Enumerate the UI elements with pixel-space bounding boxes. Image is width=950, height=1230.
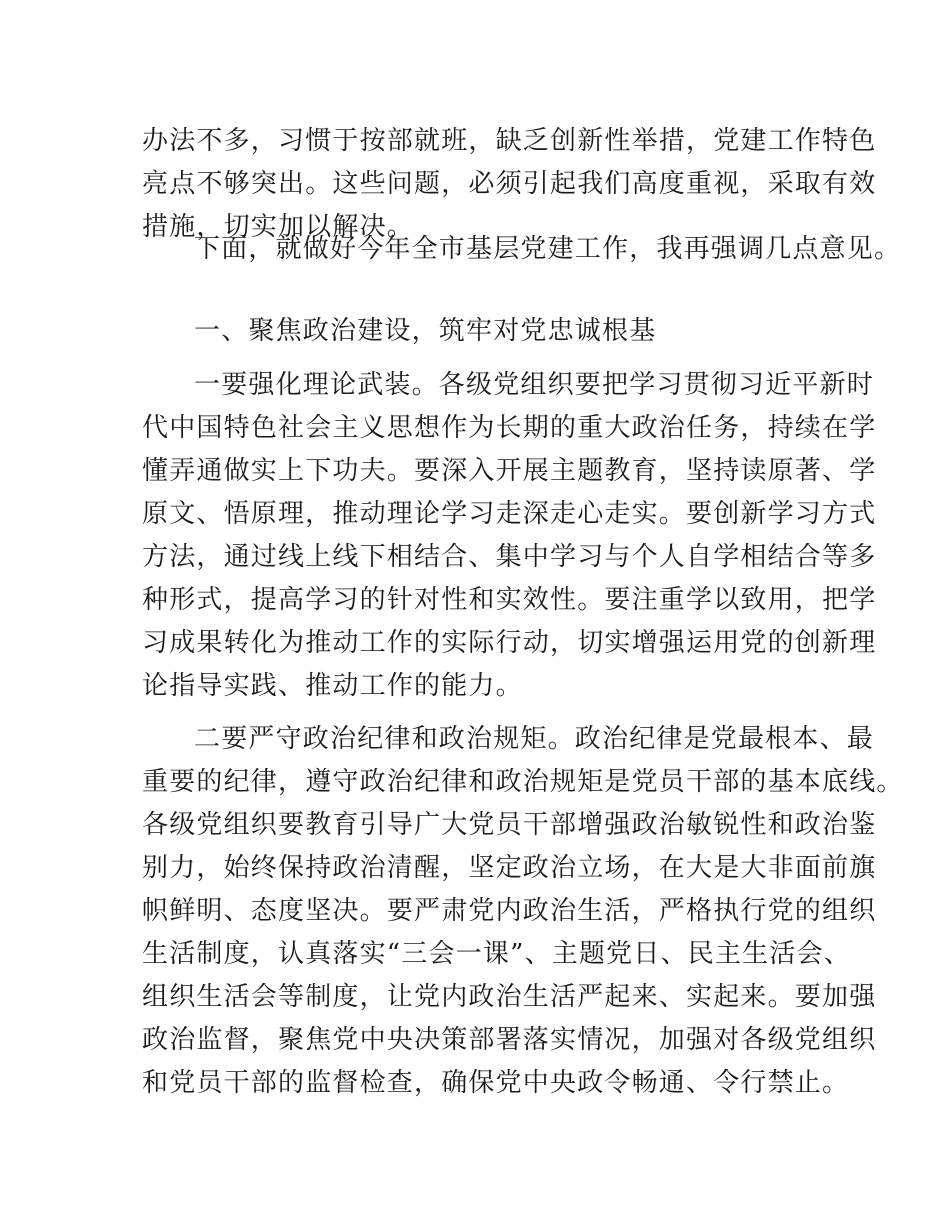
text-line: 亮点不够突出。这些问题，必须引起我们高度重视，采取有效 — [142, 169, 877, 199]
text-line: 重要的纪律，遵守政治纪律和政治规矩是党员干部的基本底线。 — [142, 767, 904, 797]
text-line: 一要强化理论武装。各级党组织要把学习贯彻习近平新时 — [194, 370, 875, 400]
text-line: 种形式，提高学习的针对性和实效性。要注重学以致用，把学 — [142, 585, 877, 615]
text-line: 组织生活会等制度，让党内政治生活严起来、实起来。要加强 — [142, 982, 877, 1012]
text-line: 论指导实践、推动工作的能力。 — [142, 671, 523, 701]
text-line: 政治监督，聚焦党中央决策部署落实情况，加强对各级党组织 — [142, 1025, 877, 1055]
text-line: 措施，切实加以解决。 — [142, 212, 415, 242]
text-line: 习成果转化为推动工作的实际行动，切实增强运用党的创新理 — [142, 628, 877, 658]
text-line: 别力，始终保持政治清醒，坚定政治立场，在大是大非面前旗 — [142, 853, 877, 883]
paragraph-point-one — [142, 364, 877, 708]
text-line: 办法不多，习惯于按部就班，缺乏创新性举措，党建工作特色 — [142, 126, 877, 156]
text-line: 帜鲜明、态度坚决。要严肃党内政治生活，严格执行党的组织 — [142, 896, 877, 926]
text-line: 生活制度，认真落实“三会一课”、主题党日、民主生活会、 — [142, 939, 851, 969]
text-line: 方法，通过线上线下相结合、集中学习与个人自学相结合等多 — [142, 542, 877, 572]
paragraph-intro — [142, 228, 902, 271]
section-heading — [142, 310, 832, 353]
text-line: 下面，就做好今年全市基层党建工作，我再强调几点意见。 — [194, 234, 902, 264]
text-line: 二要严守政治纪律和政治规矩。政治纪律是党最根本、最 — [194, 724, 875, 754]
paragraph-point-two — [142, 718, 904, 1105]
heading-line: 一、聚焦政治建设，筑牢对党忠诚根基 — [194, 316, 657, 346]
text-line: 懂弄通做实上下功夫。要深入开展主题教育，坚持读原著、学 — [142, 456, 877, 486]
text-line: 代中国特色社会主义思想作为长期的重大政治任务，持续在学 — [142, 413, 877, 443]
text-line: 原文、悟原理，推动理论学习走深走心走实。要创新学习方式 — [142, 499, 877, 529]
text-line: 和党员干部的监督检查，确保党中央政令畅通、令行禁止。 — [142, 1068, 850, 1098]
text-line: 各级党组织要教育引导广大党员干部增强政治敏锐性和政治鉴 — [142, 810, 877, 840]
